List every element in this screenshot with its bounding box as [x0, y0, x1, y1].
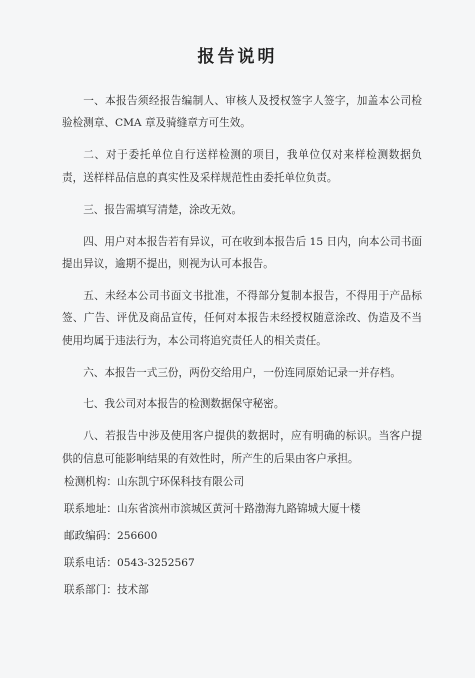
contact-info [64, 469, 424, 604]
note-paragraph-1: 一、本报告须经报告编制人、审核人及授权签字人签字，加盖本公司检验检测章、CMA 章及骑缝章方可生效。 [62, 95, 422, 130]
note-paragraph-5: 五、未经本公司书面文书批准，不得部分复制本报告，不得用于产品标签、广告、评优及商品宣传，任何对本报告未经授权随意涂改、伪造及不当使用均属于违法行为，本公司将追究责任人的相关责任。 [62, 289, 422, 347]
note-paragraph-8: 八、若报告中涉及使用客户提供的数据时，应有明确的标识。当客户提供的信息可能影响结果的有效性时，所产生的后果由客户承担。 [62, 430, 422, 465]
contact-value: 山东省滨州市滨城区黄河十路渤海九路锦城大厦十楼 [116, 503, 361, 515]
report-notes [62, 90, 422, 480]
contact-value: 256600 [116, 530, 158, 542]
contact-row-phone [64, 550, 424, 577]
contact-row-postcode [64, 523, 424, 550]
contact-label: 联系部门： [64, 584, 117, 596]
contact-value: 0543-3252567 [116, 557, 195, 569]
contact-row-department [64, 577, 424, 604]
contact-label: 联系地址： [64, 503, 117, 515]
contact-row-address [64, 496, 424, 523]
note-paragraph-2: 二、对于委托单位自行送样检测的项目，我单位仅对来样检测数据负责，送样样品信息的真实性及采样规范性由委托单位负责。 [62, 149, 422, 184]
page-title: 报告说明 [197, 47, 278, 67]
contact-label: 邮政编码： [64, 530, 117, 542]
contact-value: 技术部 [116, 584, 149, 596]
note-paragraph-7: 七、我公司对本报告的检测数据保守秘密。 [83, 398, 285, 411]
note-paragraph-6: 六、本报告一式三份，两份交给用户，一份连同原始记录一并存档。 [83, 366, 401, 379]
note-paragraph-4: 四、用户对本报告若有异议，可在收到本报告后 15 日内，向本公司书面提出异议，逾期不提出，则视为认可本报告。 [62, 235, 422, 270]
note-paragraph-3: 三、报告需填写清楚，涂改无效。 [83, 203, 243, 216]
contact-label: 联系电话： [64, 557, 117, 569]
contact-label: 检测机构： [64, 476, 117, 488]
contact-value: 山东凯宁环保科技有限公司 [116, 476, 245, 488]
contact-row-institution [64, 469, 424, 496]
